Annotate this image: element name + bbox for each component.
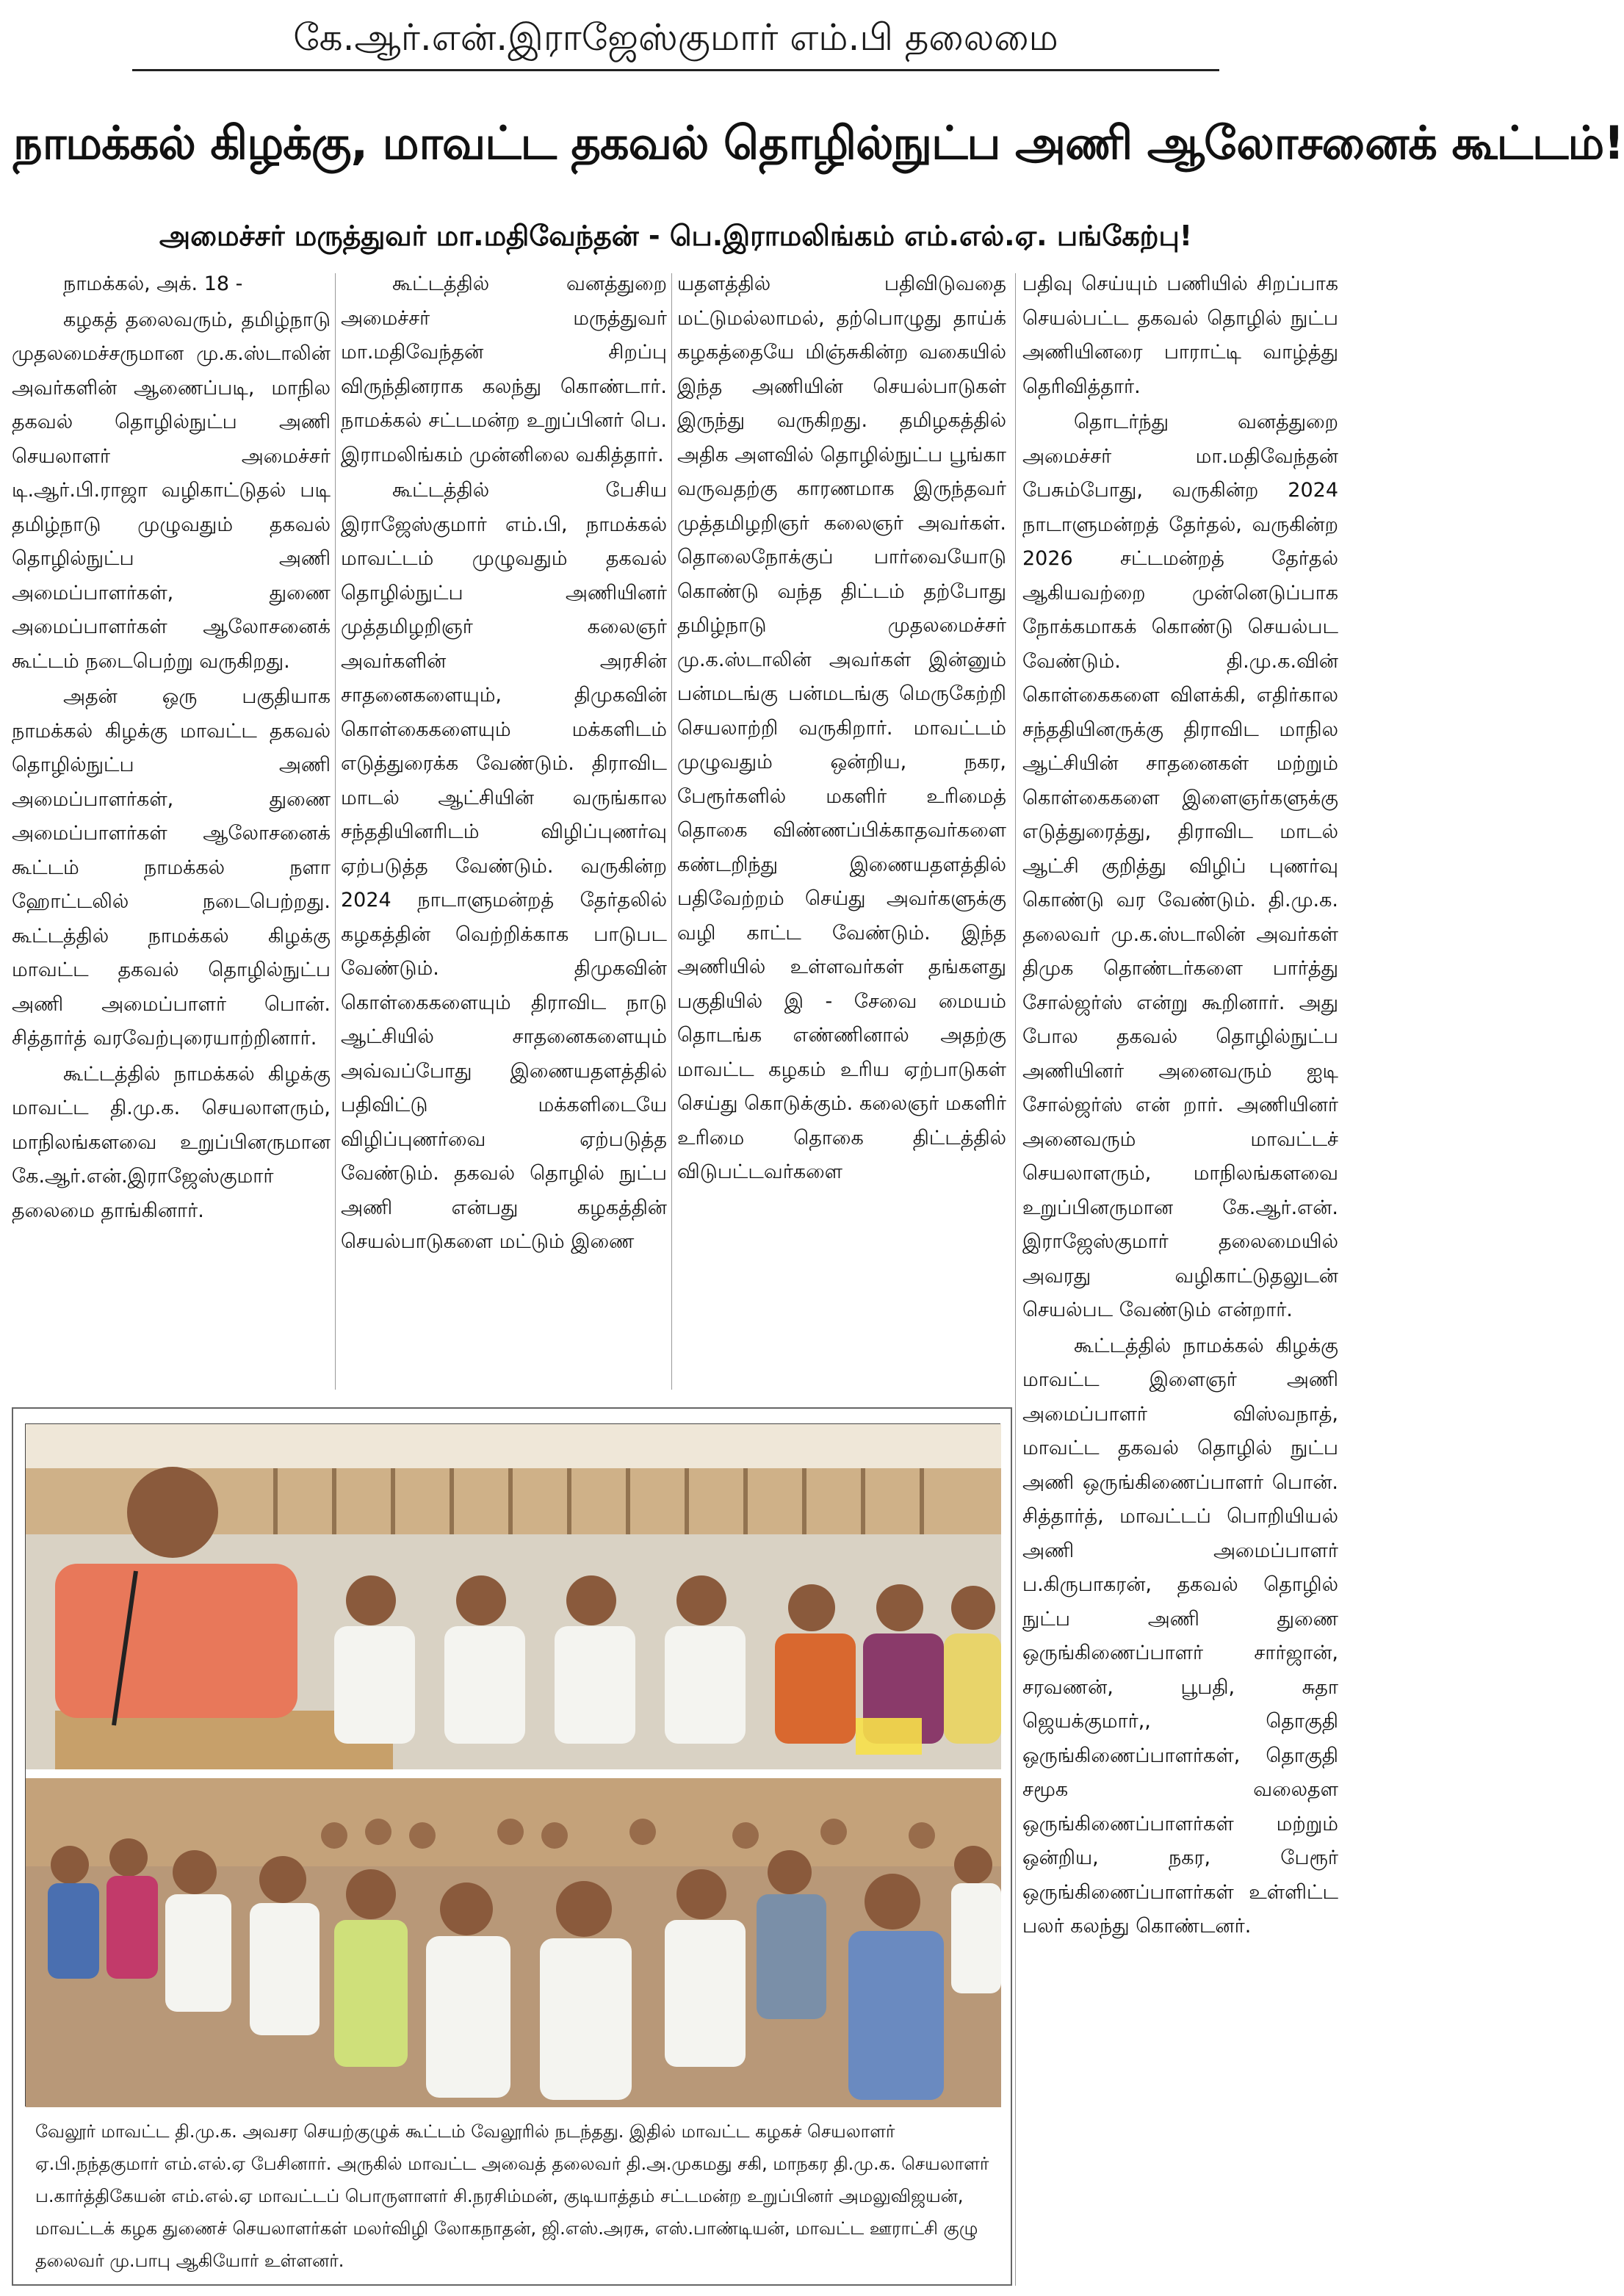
photo-flowers bbox=[856, 1718, 922, 1755]
photo-box bbox=[12, 1407, 1012, 2286]
article-paragraph: கூட்டத்தில் பேசிய இராஜேஸ்குமார் எம்.பி, நாமக்கல் மாவட்டம் முழுவதும் தகவல் தொழில்நுட்ப அணியினர் முத்தமிழறிஞர் கலைஞர் அவர்களின் அரசின் சாதனைகளையும், திமுகவின் கொள்கைகளையும் மக்களிடம் எடுத்துரைக்க வேண்டும். திராவிட மாடல் ஆட்சியின் வருங்கால சந்ததியினரிடம் விழிப்புணர்வு ஏற்படுத்த வேண்டும். வருகின்ற 2024 நாடாளுமன்றத் தேர்தலில் கழகத்தின் வெற்றிக்காக பாடுபட வேண்டும். திமுகவின் கொள்கைகளையும் திராவிட நாடு ஆட்சியில் சாதனைகளையும் அவ்வப்போது இணையதளத்தில் பதிவிட்டு மக்களிடையே விழிப்புணர்வை ஏற்படுத்த வேண்டும். தகவல் தொழில் நுட்ப அணி என்பது கழகத்தின் செயல்பாடுகளை மட்டும் இணை bbox=[341, 479, 667, 1253]
photo-split bbox=[26, 1769, 1001, 1778]
article-column-1 bbox=[12, 267, 331, 1391]
article-paragraph: கழகத் தலைவரும், தமிழ்நாடு முதலமைச்சருமான மு.க.ஸ்டாலின் அவர்களின் ஆணைப்படி, மாநில தகவல் தொழில்நுட்ப அணி செயலாளர் அமைச்சர் டி.ஆர்.பி.ராஜா வழிகாட்டுதல் படி தமிழ்நாடு முழுவதும் தகவல் தொழில்நுட்ப அணி அமைப்பாளர்கள், துணை அமைப்பாளர்கள் ஆலோசனைக் கூட்டம் நடைபெற்று வருகிறது. bbox=[12, 308, 331, 673]
article-paragraph: யதளத்தில் பதிவிடுவதை மட்டுமல்லாமல், தற்பொழுது தாய்க் கழகத்தையே மிஞ்சுகின்ற வகையில் இந்த அணியின் செயல்பாடுகள் இருந்து வருகிறது. தமிழகத்தில் அதிக அளவில் தொழில்நுட்ப பூங்கா வருவதற்கு காரணமாக இருந்தவர் முத்தமிழறிஞர் கலைஞர் அவர்கள். தொலைநோக்குப் பார்வையோடு கொண்டு வந்த திட்டம் தற்போது தமிழ்நாடு முதலமைச்சர் மு.க.ஸ்டாலின் அவர்கள் இன்னும் பன்மடங்கு பன்மடங்கு மெருகேற்றி செயலாற்றி வருகிறார். மாவட்டம் முழுவதும் ஒன்றிய, நகர, பேரூர்களில் மகளிர் உரிமைத் தொகை விண்ணப்பிக்காதவர்களை கண்டறிந்து இணையதளத்தில் பதிவேற்றம் செய்து அவர்களுக்கு வழி காட்ட வேண்டும். இந்த அணியில் உள்ளவர்கள் தங்களது பகுதியில் இ - சேவை மையம் தொடங்க எண்ணினால் அதற்கு மாவட்ட கழகம் உரிய ஏற்பாடுகள் செய்து கொடுக்கும். கலைஞர் மகளிர் உரிமை தொகை திட்டத்தில் விடுபட்டவர்களை bbox=[677, 272, 1006, 1183]
photo-speaker bbox=[55, 1564, 297, 1718]
article-paragraph: கூட்டத்தில் நாமக்கல் கிழக்கு மாவட்ட தி.மு.க. செயலாளரும், மாநிலங்களவை உறுப்பினருமான கே.ஆர்.என்.இராஜேஸ்குமார் தலைமை தாங்கினார். bbox=[12, 1062, 331, 1222]
photo-caption: வேலூர் மாவட்ட தி.மு.க. அவசர செயற்குழுக் கூட்டம் வேலூரில் நடந்தது. இதில் மாவட்ட கழகச் செயலாளர் ஏ.பி.நந்தகுமார் எம்.எல்.ஏ பேசினார். அருகில் மாவட்ட அவைத் தலைவர் தி.அ.முகமது சகி, மாநகர தி.மு.க. செயலாளர் ப.கார்த்திகேயன் எம்.எல்.ஏ மாவட்டப் பொருளாளர் சி.நரசிம்மன், குடியாத்தம் சட்டமன்ற உறுப்பினர் அமலுவிஜயன், மாவட்டக் கழக துணைச் செயலாளர்கள் மலர்விழி லோகநாதன், ஜி.எஸ்.அரசு, எஸ்.பாண்டியன், மாவட்ட ஊராட்சி குழு தலைவர் மு.பாபு ஆகியோர் உள்ளனர். bbox=[35, 2121, 989, 2271]
meeting-photo bbox=[25, 1423, 1000, 2107]
column-divider bbox=[335, 273, 336, 1390]
subheadline: அமைச்சர் மருத்துவர் மா.மதிவேந்தன் - பெ.இராமலிங்கம் எம்.எல்.ஏ. பங்கேற்பு! bbox=[159, 220, 1193, 252]
article-paragraph: அதன் ஒரு பகுதியாக நாமக்கல் கிழக்கு மாவட்ட தகவல் தொழில்நுட்ப அணி அமைப்பாளர்கள், துணை அமைப்பாளர்கள் ஆலோசனைக் கூட்டம் நாமக்கல் நளா ஹோட்டலில் நடைபெற்றது. கூட்டத்தில் நாமக்கல் கிழக்கு மாவட்ட தகவல் தொழில்நுட்ப அணி அமைப்பாளர் பொன். சித்தார்த் வரவேற்புரையாற்றினார். bbox=[12, 685, 331, 1050]
article-paragraph: தொடர்ந்து வனத்துறை அமைச்சர் மா.மதிவேந்தன் பேசும்போது, வருகின்ற 2024 நாடாளுமன்றத் தேர்தல், வருகின்ற 2026 சட்டமன்றத் தேர்தல் ஆகியவற்றை முன்னெடுப்பாக நோக்கமாகக் கொண்டு செயல்பட வேண்டும். தி.மு.க.வின் கொள்கைகளை விளக்கி, எதிர்கால சந்ததியினருக்கு திராவிட மாநில ஆட்சியின் சாதனைகள் மற்றும் கொள்கைகளை இளைஞர்களுக்கு எடுத்துரைத்து, திராவிட மாடல் ஆட்சி குறித்து விழிப் புணர்வு கொண்டு வர வேண்டும். தி.மு.க. தலைவர் மு.க.ஸ்டாலின் அவர்கள் திமுக தொண்டர்களை பார்த்து சோல்ஜர்ஸ் என்று கூறினார். அது போல தகவல் தொழில்நுட்ப அணியினர் அனைவரும் ஐடி சோல்ஜர்ஸ் என் றார். அணியினர் அனைவரும் மாவட்டச் செயலாளரும், மாநிலங்களவை உறுப்பினருமான கே.ஆர்.என். இராஜேஸ்குமார் தலைமையில் அவரது வழிகாட்டுதலுடன் செயல்பட வேண்டும் என்றார். bbox=[1022, 411, 1338, 1321]
dateline: நாமக்கல், அக். 18 - bbox=[63, 272, 243, 295]
kicker-line: கே.ஆர்.என்.இராஜேஸ்குமார் எம்.பி தலைமை bbox=[293, 16, 1058, 59]
article-column-4 bbox=[1022, 267, 1338, 2289]
article-paragraph: கூட்டத்தில் வனத்துறை அமைச்சர் மருத்துவர் மா.மதிவேந்தன் சிறப்பு விருந்தினராக கலந்து கொண்டார். நாமக்கல் சட்டமன்ற உறுப்பினர் பெ. இராமலிங்கம் முன்னிலை வகித்தார். bbox=[341, 272, 667, 466]
article-paragraph: கூட்டத்தில் நாமக்கல் கிழக்கு மாவட்ட இளைஞர் அணி அமைப்பாளர் விஸ்வநாத், மாவட்ட தகவல் தொழில் நுட்ப அணி ஒருங்கிணைப்பாளர் பொன். சித்தார்த், மாவட்டப் பொறியியல் அணி அமைப்பாளர் ப.கிருபாகரன், தகவல் தொழில் நுட்ப அணி துணை ஒருங்கிணைப்பாளர் சார்ஜான், சரவணன், பூபதி, சுதா ஜெயக்குமார்,, தொகுதி ஒருங்கிணைப்பாளர்கள், தொகுதி சமூக வலைதள ஒருங்கிணைப்பாளர்கள் மற்றும் ஒன்றிய, நகர, பேரூர் ஒருங்கிணைப்பாளர்கள் உள்ளிட்ட பலர் கலந்து கொண்டனர். bbox=[1022, 1334, 1338, 1938]
meeting-photo-illustration bbox=[26, 1424, 1001, 2107]
headline: நாமக்கல் கிழக்கு, மாவட்ட தகவல் தொழில்நுட்ப அணி ஆலோசனைக் கூட்டம்! bbox=[13, 116, 1624, 170]
photo-speaker-head bbox=[127, 1467, 218, 1558]
article-column-3 bbox=[677, 267, 1006, 1391]
article-paragraph: பதிவு செய்யும் பணியில் சிறப்பாக செயல்பட்ட தகவல் தொழில் நுட்ப அணியினரை பாராட்டி வாழ்த்து தெரிவித்தார். bbox=[1022, 272, 1338, 398]
article-column-2 bbox=[341, 267, 667, 1391]
kicker-rule bbox=[132, 69, 1219, 71]
column-divider bbox=[1015, 273, 1016, 2286]
column-divider bbox=[671, 273, 672, 1390]
